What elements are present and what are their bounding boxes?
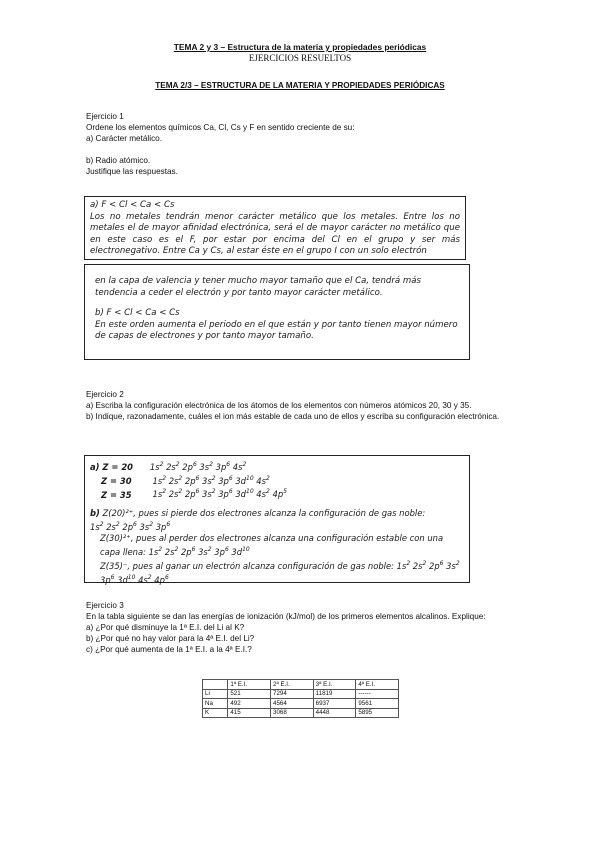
config-z20: $1s^2$ $2s^2$ $2p^6$ $3s^2$ $3p^6$ $4s^2$	[149, 461, 247, 472]
exercise-2-line: b) Indique, razonadamente, cuáles el ion más estable de cada uno de ellos y escriba su configuración electrónica.	[86, 412, 500, 421]
exercise-2-answer	[84, 455, 470, 583]
config-row-z30	[90, 473, 464, 487]
exercise-1-statement	[86, 111, 516, 177]
table-cell: 415	[228, 708, 271, 718]
table-row	[203, 689, 399, 699]
table-cell: 7294	[271, 689, 314, 699]
answer-b-z20-text: Z(20)²⁺, pues si pierde dos electrones alcanza la configuración de gas noble:	[102, 508, 426, 519]
z20-label: a) Z = 20	[90, 461, 133, 472]
table-cell: ------	[356, 689, 399, 699]
config-row-z35	[90, 487, 464, 501]
exercise-3-line: a) ¿Por qué disminuye la 1ª E.I. del Li al K?	[86, 623, 245, 632]
section-title: TEMA 2/3 – ESTRUCTURA DE LA MATERIA Y PROPIEDADES PERIÓDICAS	[155, 81, 445, 90]
z30-label: Z = 30	[101, 475, 132, 486]
table-cell: 4564	[271, 699, 314, 709]
table-header-cell: 2ª E.I.	[271, 680, 314, 690]
table-header-cell: 4ª E.I.	[356, 680, 399, 690]
answer-b-text: En este orden aumenta el periodo en el que están y por tanto tienen mayor número de capas de electrones y por tanto mayor tamaño.	[95, 319, 458, 341]
answer-b-heading: b) F < Cl < Ca < Cs	[95, 308, 180, 318]
answer-a-text: Los no metales tendrán menor carácter metálico que los metales. Entre los no metales el de mayor afinidad electrónica, será el de mayor carácter no metálico que en este caso es el F, por estar por encima del Cl en el grupo y ser más electronegativo. Entre Ca y Cs, al estar éste en el grupo I con un solo electrón	[90, 211, 460, 256]
exercise-1-title: Ejercicio 1	[86, 112, 124, 121]
table-cell: 521	[228, 689, 271, 699]
z35-label: Z = 35	[101, 489, 132, 500]
page-subtitle: EJERCICIOS RESUELTOS	[248, 53, 352, 63]
answer-b-z20-config: $1s^2$ $2s^2$ $2p^6$ $3s^2$ $3p^6$	[90, 521, 171, 533]
config-z30: $1s^2$ $2s^2$ $2p^6$ $3s^2$ $3p^6$ $3d^{10}$ $4s^2$	[152, 474, 270, 486]
answer-a-heading: a) F < Cl < Ca < Cs	[90, 200, 175, 210]
exercise-1-line: a) Carácter metálico.	[86, 134, 162, 143]
exercise-3-statement	[86, 600, 516, 655]
table-cell: Na	[203, 699, 228, 709]
exercise-3-line: En la tabla siguiente se dan las energías de ionización (kJ/mol) de los primeros elementos alcalinos. Explique:	[86, 612, 486, 621]
exercise-1-line: b) Radio atómico.	[86, 156, 151, 165]
answer-b-z30-text: Z(30)²⁺, pues al perder dos electrones alcanza una configuración estable con una capa llena:	[100, 533, 444, 557]
answer-b-z35-text: Z(35)⁻, pues al ganar un electrón alcanza configuración de gas noble:	[100, 560, 394, 571]
table-header-cell	[203, 680, 228, 690]
exercise-1-answer-a	[84, 196, 466, 260]
exercise-1-line: Ordene los elementos químicos Ca, Cl, Cs y F en sentido creciente de su:	[86, 123, 355, 132]
exercise-1-line: Justifique las respuestas.	[86, 167, 178, 176]
table-cell: 9561	[356, 699, 399, 709]
ionization-energy-table	[202, 679, 399, 718]
table-cell: 5895	[356, 708, 399, 718]
answer-b-z20: b) Z(20)²⁺, pues si pierde dos electrones alcanza la configuración de gas noble:	[90, 508, 426, 519]
exercise-2-statement	[86, 389, 516, 422]
table-cell: 3068	[271, 708, 314, 718]
table-cell: 11819	[313, 689, 356, 699]
answer-b-z35: Z(35)⁻, pues al ganar un electrón alcanza configuración de gas noble: $1s^2$ $2s^2$ $2p^6$ $3s^2$ $3p^6$ $3d^{10}$ $4s^2$ $4p^6$	[100, 559, 460, 585]
exercise-3-line: b) ¿Por qué no hay valor para la 4ª E.I. del Li?	[86, 634, 255, 643]
table-row	[203, 708, 399, 718]
exercise-3-line: c) ¿Por qué aumenta de la 1ª E.I. a la 4ª E.I.?	[86, 645, 252, 654]
table-header-cell: 3ª E.I.	[313, 680, 356, 690]
table-cell: 4448	[313, 708, 356, 718]
table-cell: Li	[203, 689, 228, 699]
exercise-2-title: Ejercicio 2	[86, 390, 124, 399]
table-row	[203, 699, 399, 709]
table-header-row	[203, 680, 399, 690]
table-cell: 6937	[313, 699, 356, 709]
exercise-3-title: Ejercicio 3	[86, 601, 124, 610]
config-row-z20	[90, 459, 464, 473]
answer-b-z30: Z(30)²⁺, pues al perder dos electrones alcanza una configuración estable con una capa llena: $1s^2$ $2s^2$ $2p^6$ $3s^2$ $3p^6$ $3d^{10}$	[100, 533, 444, 557]
exercise-1-answer-b	[84, 264, 470, 360]
answer-a-continuation: en la capa de valencia y tener mucho mayor tamaño que el Ca, tendrá más tendencia a ceder el electrón y por tanto mayor carácter metálico.	[95, 276, 422, 298]
table-header-cell: 1ª E.I.	[228, 680, 271, 690]
page-title: TEMA 2 y 3 – Estructura de la materia y propiedades periódicas	[173, 42, 427, 52]
exercise-2-line: a) Escriba la configuración electrónica de los átomos de los elementos con números atómicos 20, 30 y 35.	[86, 401, 472, 410]
table-cell: 492	[228, 699, 271, 709]
config-z35: $1s^2$ $2s^2$ $2p^6$ $3s^2$ $3p^6$ $3d^{10}$ $4s^2$ $4p^5$	[152, 488, 287, 500]
table-cell: K	[203, 708, 228, 718]
